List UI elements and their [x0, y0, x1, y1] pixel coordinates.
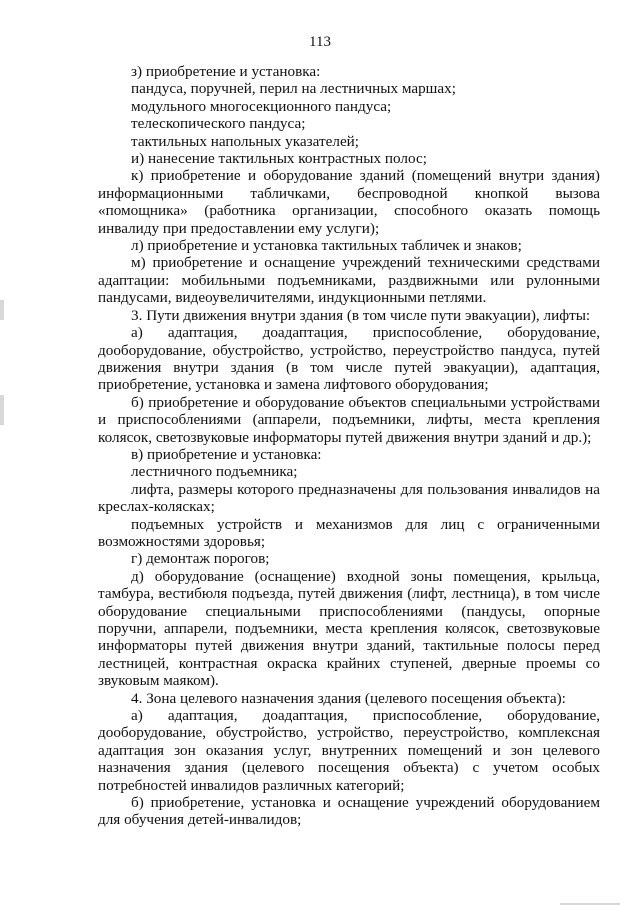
paragraph: к) приобретение и оборудование зданий (помещений внутри здания) информационными табличками, беспроводной кнопкой вызова «помощника» (работника организации, способного оказать помощь инвалиду при предоставлении ему услуги); — [98, 167, 600, 237]
paragraph: 4. Зона целевого назначения здания (целевого посещения объекта): — [131, 689, 566, 707]
paragraph: подъемных устройств и механизмов для лиц с ограниченными возможностями здоровья; — [98, 515, 600, 550]
scan-edge-mark — [0, 395, 4, 425]
paragraph: д) оборудование (оснащение) входной зоны помещения, крыльца, тамбура, вестибюля подъезда, путей движения (лифт, лестница), в том числе оборудование специальными приспособлениями (пандусы, опорные поручни, аппарели, подъемники, места крепления колясок, светозвуковые информаторы путей движения внутри зданий, тактильные полосы перед лестницей, контрастная окраска крайних ступеней, дверные проемы со звуковым маяком). — [98, 567, 600, 690]
page-number: 113 — [309, 34, 331, 50]
paragraph: в) приобретение и установка: — [131, 445, 322, 463]
paragraph: пандуса, поручней, перил на лестничных маршах; — [131, 80, 456, 98]
paragraph: модульного многосекционного пандуса; — [131, 97, 392, 115]
paragraph: г) демонтаж порогов; — [131, 550, 270, 568]
paragraph: б) приобретение, установка и оснащение учреждений оборудованием для обучения детей-инвалидов; — [98, 794, 600, 829]
paragraph: м) приобретение и оснащение учреждений техническими средствами адаптации: мобильными подъемниками, раздвижными или рулонными пандусами, видеоувеличителями, индукционными петлями. — [98, 254, 600, 307]
paragraph: з) приобретение и установка: — [131, 63, 321, 80]
paragraph: л) приобретение и установка тактильных табличек и знаков; — [131, 237, 522, 255]
paragraph: и) нанесение тактильных контрастных полос; — [131, 150, 427, 168]
paragraph: лестничного подъемника; — [131, 463, 298, 481]
paragraph: тактильных напольных указателей; — [131, 132, 360, 150]
paragraph: б) приобретение и оборудование объектов специальными устройствами и приспособлениями (аппарели, подъемники, лифты, места крепления колясок, светозвуковые информаторы путей движения внутри зданий и др.); — [98, 393, 600, 446]
paragraph: а) адаптация, доадаптация, приспособление, оборудование, дооборудование, обустройство, устройство, переустройство, комплексная адаптация зон оказания услуг, внутренних помещений и зон целевого назначения здания (целевого посещения объекта) с учетом особых потребностей инвалидов различных категорий; — [98, 707, 600, 794]
paragraph: телескопического пандуса; — [131, 115, 306, 133]
document-body — [98, 63, 600, 829]
scan-edge-mark — [0, 300, 4, 320]
paragraph: лифта, размеры которого предназначены для пользования инвалидов на креслах-колясках; — [98, 480, 600, 516]
paragraph: 3. Пути движения внутри здания (в том числе пути эвакуации), лифты: — [131, 306, 591, 324]
paragraph: а) адаптация, доадаптация, приспособление, оборудование, дооборудование, обустройство, устройство, переустройство пандуса, путей движения внутри здания (в том числе путей эвакуации), адаптация, приобретение, установка и замена лифтового оборудования; — [98, 324, 600, 394]
